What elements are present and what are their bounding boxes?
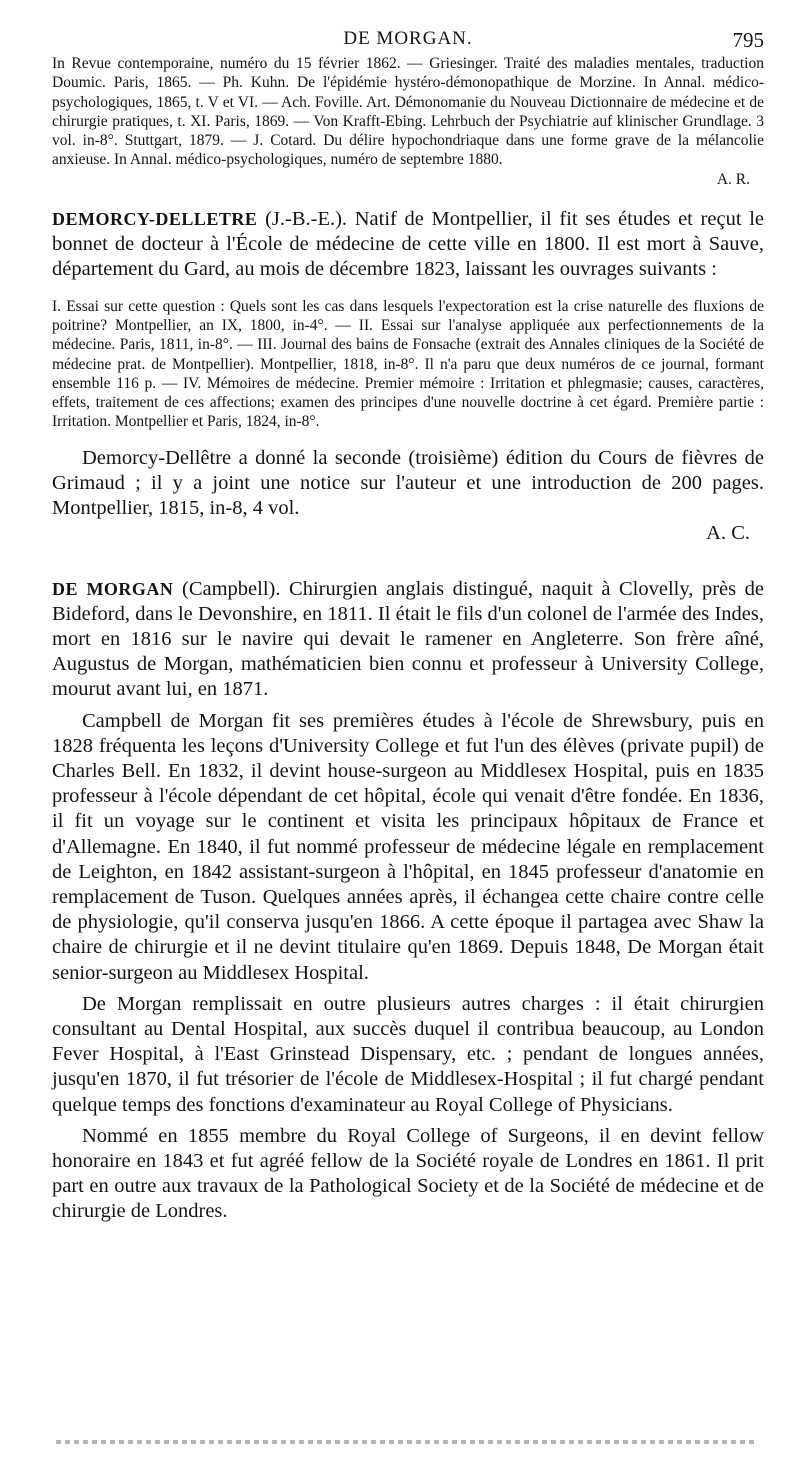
entry-demorcy-works: I. Essai sur cette question : Quels sont les cas dans lesquels l'expectoration est la crise naturelle des fluxions de poitrine? Montpellier, an IX, 1800, in-4°. — II. Essai sur l'analyse appliquée aux perfectionnements de la médecine. Paris, 1811, in-8°. — III. Journal des bains de Fonsache (extrait des Annales cliniques de la Société de médecine prat. de Montpellier). Montpellier, 1818, in-8°. Il n'a paru que deux numéros de ce journal, formant ensemble 116 p. — IV. Mémoires de médecine. Premier mémoire : Irritation et phlegmasie; causes, caractères, effets, traitement de ces affections; examen des principes d'une nouvelle doctrine à cet égard. Première partie : Irritation. Montpellier et Paris, 1824, in-8°. (52, 297, 764, 431)
entry-headword: DE MORGAN (52, 578, 174, 599)
running-title: DE MORGAN. (343, 28, 473, 49)
entry-de-morgan-paragraph: Campbell de Morgan fit ses premières études à l'école de Shrewsbury, puis en 1828 fréquenta les leçons d'University College et fut l'un des élèves (private pupil) de Charles Bell. En 1832, il devint house-surgeon au Middlesex Hospital, puis en 1835 professeur à l'école dépendant de cet hôpital, école qui venait d'être fondée. En 1836, il fit un voyage sur le continent et visita les principaux hôpitaux de France et d'Allemagne. En 1840, il fut nommé professeur de médecine légale en remplacement de Leighton, en 1842 assistant-surgeon à l'hôpital, en 1845 professeur d'anatomie en remplacement de Tuson. Quelques années après, il échangea cette chaire contre celle de physiologie, qu'il conserva jusqu'en 1866. A cette époque il partagea avec Shaw la chaire de chirurgie et il ne devint titulaire qu'en 1869. Depuis 1848, De Morgan était senior-surgeon au Middlesex Hospital. (52, 709, 764, 984)
running-head (52, 26, 764, 54)
entry-de-morgan-paragraph: Nommé en 1855 membre du Royal College of Surgeons, il en devint fellow honoraire en 1843 et fut agréé fellow de la Société royale de Londres en 1861. Il prit part en outre aux travaux de la Pathological Society et de la Société de médecine et de chirurgie de Londres. (52, 1124, 764, 1223)
entry-text: (J.-B.-E.). Natif de Montpellier, il fit ses études et reçut le bonnet de docteur à l'École de médecine de cette ville en 1800. Il est mort à Sauve, département du Gard, au mois de décembre 1823, laissant les ouvrages suivants : (52, 208, 764, 281)
bottom-edge-artifact (56, 1440, 756, 1444)
bibliography-text: In Revue contemporaine, numéro du 15 février 1862. — Griesinger. Traité des maladies mentales, traduction Doumic. Paris, 1865. — Ph. Kuhn. De l'épidémie hystéro-démonopathique de Morzine. In Annal. médico-psychologiques, 1865, t. V et VI. — Ach. Foville. Art. Démonomanie du Nouveau Dictionnaire de médecine et de chirurgie pratiques, t. XI. Paris, 1869. — Von Krafft-Ebing. Lehrbuch der Psychiatrie auf klinischer Grundlage. 3 vol. in-8°. Stuttgart, 1879. — J. Cotard. Du délire hypochondriaque dans une forme grave de la mélancolie anxieuse. In Annal. médico-psychologiques, numéro de septembre 1880. (52, 55, 764, 169)
entry-signature: A. C. (706, 522, 750, 545)
entry-headword: DEMORCY-DELLETRE (52, 209, 258, 230)
entry-text: (Campbell). Chirurgien anglais distingué, naquit à Clovelly, près de Bideford, dans le Devonshire, en 1811. Il était le fils d'un colonel de l'armée des Indes, mort en 1816 sur le navire qui devait le ramener en Angleterre. Son frère aîné, Augustus de Morgan, mathématicien bien connu et professeur à University College, mourut avant lui, en 1871. (52, 577, 765, 701)
entry-demorcy-bio (52, 207, 764, 283)
entry-demorcy-note (52, 446, 764, 547)
entry-de-morgan-intro (52, 577, 764, 703)
dictionary-page (52, 26, 764, 1225)
bibliography-signature: A. R. (716, 170, 750, 188)
entry-note-text: Demorcy-Dellêtre a donné la seconde (troisième) édition du Cours de fièvres de Grimaud ; il y a joint une notice sur l'auteur et une introduction de 200 pages. Montpellier, 1815, in-8, 4 vol. (52, 446, 764, 520)
page-number: 795 (732, 28, 764, 52)
bibliography-continued (52, 54, 764, 189)
entry-de-morgan-paragraph: De Morgan remplissait en outre plusieurs autres charges : il était chirurgien consultant au Dental Hospital, aux succès duquel il contribua beaucoup, au London Fever Hospital, à l'East Grinstead Dispensary, etc. ; pendant de longues années, jusqu'en 1870, il fut trésorier de l'école de Middlesex-Hospital ; il fut chargé pendant quelque temps des fonctions d'examinateur au Royal College of Physicians. (52, 992, 764, 1116)
